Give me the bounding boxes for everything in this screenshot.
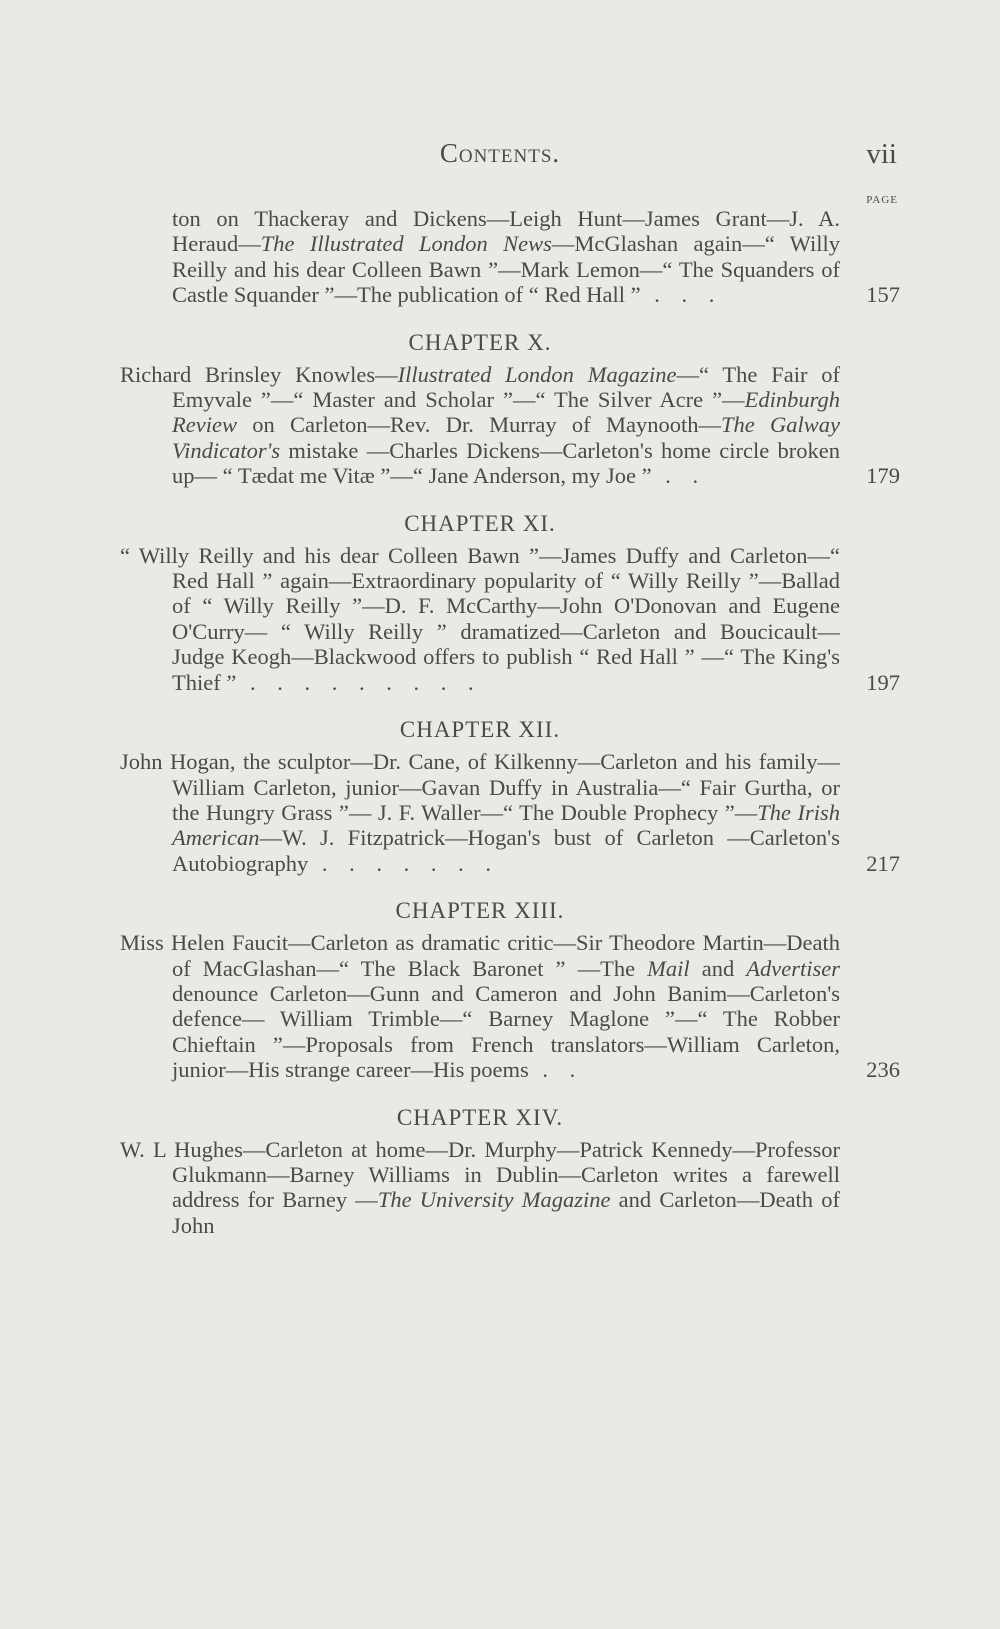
chapter-heading: CHAPTER X. bbox=[408, 329, 552, 355]
entry-page-number: 217 bbox=[866, 850, 900, 876]
dot-leader: . . bbox=[528, 1057, 584, 1083]
entry-text: John Hogan, the sculptor—Dr. Cane, of Kilkenny—Carleton and his family—William Carleton, junior—Gavan Duffy in Australia—“ Fair Gurtha, or the Hungry Grass ”— J. F. Waller—“ The Double Prophecy ”— bbox=[120, 749, 840, 825]
contents-entry bbox=[120, 542, 900, 695]
italic-title: The Galway Vindicator's bbox=[172, 412, 840, 463]
entry-text: —McGlashan again—“ Willy Reilly and his dear Colleen Bawn ”—Mark Lemon—“ The Squanders of Castle Squander ”—The publication of “ Red Hall ” bbox=[172, 231, 840, 308]
italic-title: Illustrated London Magazine bbox=[397, 361, 677, 387]
contents-entry bbox=[120, 206, 900, 308]
italic-title: Edinburgh Review bbox=[172, 387, 840, 438]
italic-title: The University Magazine bbox=[377, 1187, 611, 1213]
chapter-heading: CHAPTER XII. bbox=[399, 717, 561, 743]
entry-text: on Carleton—Rev. Dr. Murray of Maynooth— bbox=[236, 412, 721, 438]
dot-leader: . . . . . . . bbox=[308, 850, 499, 876]
running-title: Contents. bbox=[439, 138, 561, 168]
contents-entry bbox=[120, 930, 900, 1083]
entry-text: mistake —Charles Dickens—Carleton's home circle broken up— “ Tædat me Vitæ ”—“ Jane Anderson, my Joe ” bbox=[172, 437, 840, 489]
contents-entry bbox=[120, 361, 900, 489]
entry-text: Richard Brinsley Knowles— bbox=[120, 361, 398, 387]
entry-page-number: 197 bbox=[866, 669, 900, 695]
entry-page-number: 236 bbox=[866, 1057, 900, 1083]
chapter-heading: CHAPTER XIV. bbox=[396, 1104, 564, 1130]
entry-text: W. L Hughes—Carleton at home—Dr. Murphy—Patrick Kennedy—Professor Glukmann—Barney Williams in Dublin—Carleton writes a farewell address for Barney — bbox=[120, 1136, 840, 1213]
contents-entry bbox=[120, 749, 900, 876]
entry-page-number: 157 bbox=[866, 282, 900, 308]
italic-title: Mail bbox=[647, 955, 690, 981]
entry-text: “ Willy Reilly and his dear Colleen Bawn ”—James Duffy and Carleton—“ Red Hall ” again—Extraordinary popularity of “ Willy Reilly ”—Ballad of “ Willy Reilly ”—D. F. McCarthy—John O'Donovan and Eugene O'Curry— “ Willy Reilly ” dramatized—Carleton and Boucicault— Judge Keogh—Blackwood offers to publish “ Red Hall ” —“ The King's Thief ” bbox=[120, 542, 840, 695]
entry-page-number: 179 bbox=[866, 463, 900, 489]
table-of-contents bbox=[120, 206, 900, 1238]
entry-text: Miss Helen Faucit—Carleton as dramatic critic—Sir Theodore Martin—Death of MacGlashan—“ The Black Baronet ” —The bbox=[120, 930, 840, 981]
entry-text: —“ The Fair of Emyvale ”—“ Master and Scholar ”—“ The Silver Acre ”— bbox=[172, 361, 840, 413]
italic-title: Advertiser bbox=[746, 955, 840, 981]
entry-text: and bbox=[689, 955, 747, 981]
italic-title: The Illustrated London News bbox=[260, 231, 552, 257]
entry-text: ton on Thackeray and Dickens—Leigh Hunt—James Grant—J. A. Heraud— bbox=[172, 206, 840, 257]
entry-text: —W. J. Fitzpatrick—Hogan's bust of Carleton —Carleton's Autobiography bbox=[172, 825, 840, 876]
running-head bbox=[0, 138, 1000, 178]
contents-entry bbox=[120, 1137, 840, 1239]
dot-leader: . . . . . . . . . bbox=[236, 669, 482, 695]
dot-leader: . . bbox=[651, 463, 707, 489]
chapter-heading: CHAPTER XI. bbox=[404, 510, 556, 536]
entry-text: and Carleton—Death of John bbox=[172, 1187, 840, 1238]
page-number: vii bbox=[866, 138, 897, 170]
dot-leader: . . . bbox=[640, 282, 723, 308]
italic-title: The Irish American bbox=[172, 799, 840, 851]
chapter-heading: CHAPTER XIII. bbox=[395, 898, 565, 924]
page-column-label: PAGE bbox=[866, 194, 898, 206]
entry-text: denounce Carleton—Gunn and Cameron and John Banim—Carleton's defence— William Trimble—“ Barney Maglone ”—“ The Robber Chieftain ”—Proposals from French translators—William Carleton, junior—His strange career—His poems bbox=[172, 980, 840, 1083]
